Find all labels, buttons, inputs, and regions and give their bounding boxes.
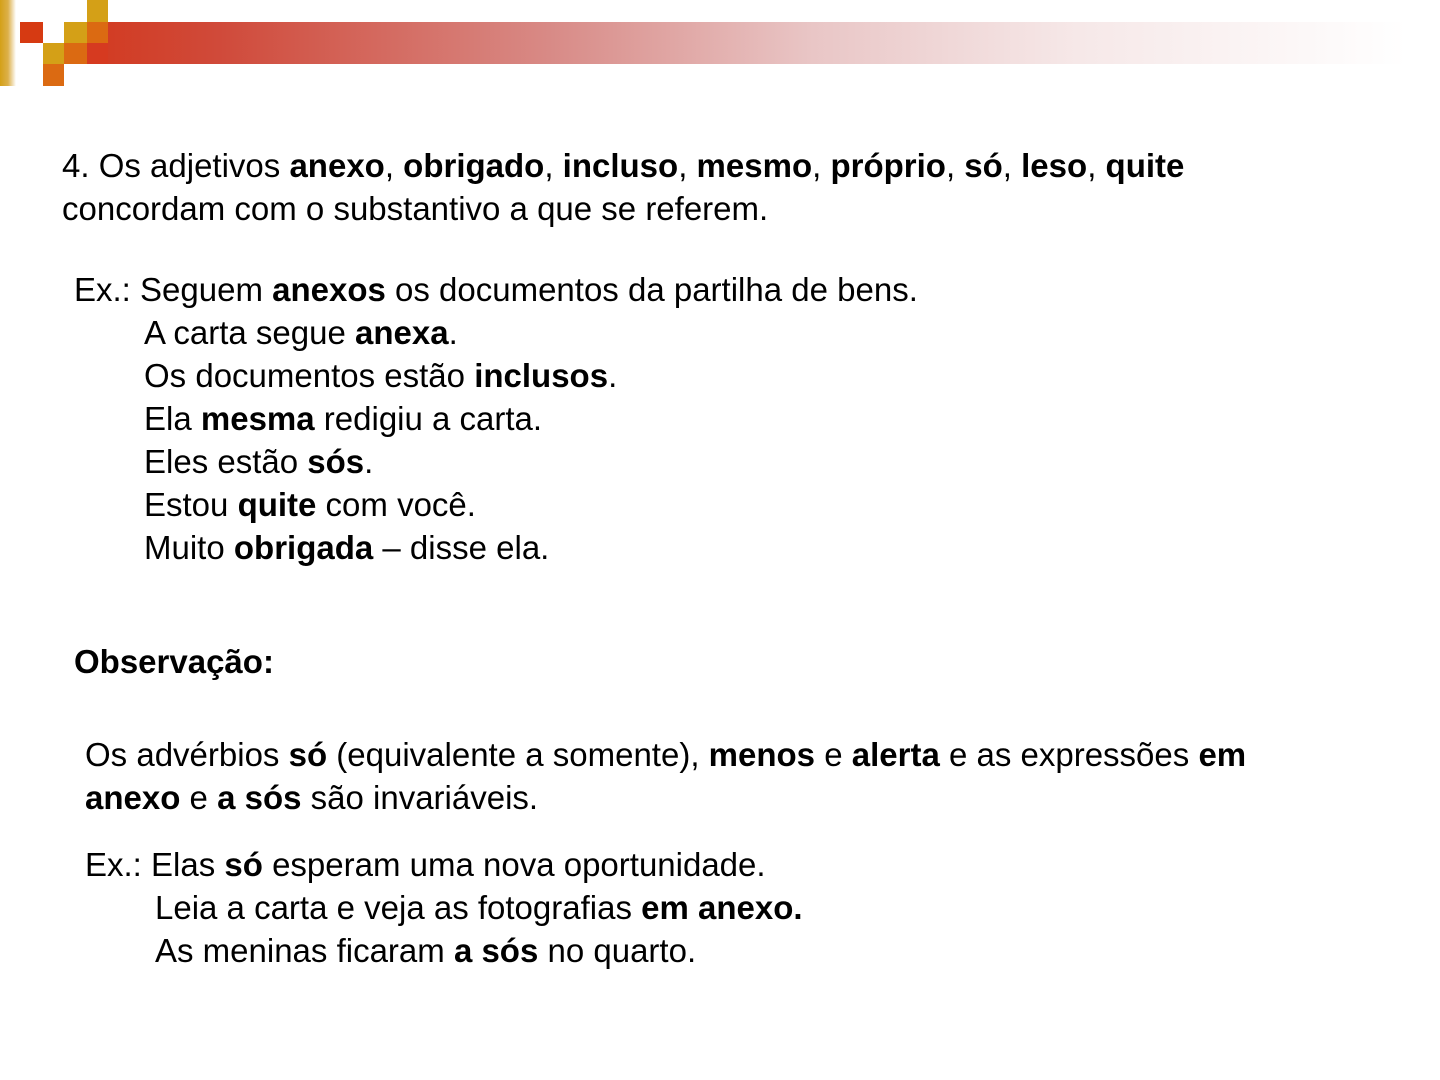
bold-term: mesma xyxy=(200,400,315,437)
deco-square xyxy=(64,43,87,64)
example-line xyxy=(85,886,803,929)
text-run: Estou xyxy=(144,486,238,523)
text-run: com você. xyxy=(316,486,476,523)
text-run: são invariáveis. xyxy=(301,779,539,816)
text-run: esperam uma nova oportunidade. xyxy=(262,846,766,883)
example-line xyxy=(74,526,918,569)
text-run: Eles estão xyxy=(144,443,308,480)
example-line xyxy=(85,843,803,886)
text-run: A carta segue xyxy=(144,314,355,351)
example-line xyxy=(74,483,918,526)
example-line xyxy=(85,929,803,972)
bold-term: menos xyxy=(708,736,816,773)
text-run: e xyxy=(815,736,852,773)
text-run: Os advérbios xyxy=(85,736,289,773)
bold-term: anexo xyxy=(85,779,181,816)
example-line xyxy=(74,397,918,440)
text-run: . xyxy=(448,314,458,351)
text-run: – disse ela. xyxy=(373,529,550,566)
bold-term: obrigada xyxy=(233,529,374,566)
text-run: , xyxy=(544,147,563,184)
text-run: , xyxy=(1002,147,1022,184)
bold-term: anexo xyxy=(289,147,385,184)
deco-square xyxy=(87,43,108,64)
text-run: (equivalente a somente), xyxy=(327,736,709,773)
deco-square xyxy=(43,64,64,86)
header-gradient-bar xyxy=(87,22,1407,64)
bold-term: mesmo xyxy=(696,147,813,184)
text-run: , xyxy=(812,147,831,184)
rule-line-2: concordam com o substantivo a que se referem. xyxy=(62,190,769,227)
text-run: Leia a carta e veja as fotografias xyxy=(155,889,642,926)
deco-square xyxy=(64,22,87,43)
text-run: e xyxy=(180,779,218,816)
text-run: e as expressões xyxy=(939,736,1199,773)
examples-list-2 xyxy=(85,843,803,972)
header-decoration-stripe xyxy=(0,0,16,86)
text-run: os documentos da partilha de bens. xyxy=(385,271,918,308)
bold-term: alerta xyxy=(851,736,940,773)
rule-line-1 xyxy=(62,144,1184,187)
text-run: Ex.: Elas xyxy=(85,846,225,883)
bold-term: só xyxy=(224,846,263,883)
text-run: , xyxy=(1087,147,1106,184)
bold-term: só xyxy=(964,147,1003,184)
example-line xyxy=(74,268,918,311)
bold-term: incluso xyxy=(562,147,679,184)
bold-term: a sós xyxy=(453,932,539,969)
text-run: Ela xyxy=(144,400,201,437)
bold-term: quite xyxy=(1105,147,1185,184)
bold-term: em anexo. xyxy=(641,889,803,926)
bold-term: a sós xyxy=(217,779,302,816)
text-run: Muito xyxy=(144,529,234,566)
observation-heading: Observação: xyxy=(74,643,274,680)
deco-square xyxy=(87,22,108,43)
text-run: , xyxy=(678,147,697,184)
text-run: . xyxy=(608,357,618,394)
deco-square xyxy=(20,22,43,43)
example-line xyxy=(74,440,918,483)
observation-line-1 xyxy=(85,733,1246,776)
bold-term: só xyxy=(288,736,328,773)
observation-paragraph xyxy=(85,733,1246,819)
text-run: , xyxy=(384,147,404,184)
text-run: no quarto. xyxy=(538,932,697,969)
text-run: , xyxy=(945,147,965,184)
text-run: . xyxy=(364,443,374,480)
text-run: redigiu a carta. xyxy=(314,400,543,437)
bold-term: sós xyxy=(307,443,365,480)
example-line xyxy=(74,354,918,397)
text-run: 4. Os adjetivos xyxy=(62,147,290,184)
example-line xyxy=(74,311,918,354)
examples-list-1 xyxy=(74,268,918,569)
bold-term: próprio xyxy=(830,147,946,184)
observation-line-2 xyxy=(85,776,1246,819)
text-run: Ex.: Seguem xyxy=(74,271,273,308)
deco-square xyxy=(87,0,108,22)
deco-square xyxy=(43,43,64,64)
bold-term: inclusos xyxy=(474,357,609,394)
text-run: As meninas ficaram xyxy=(155,932,454,969)
rule-paragraph xyxy=(62,144,1184,230)
bold-term: leso xyxy=(1021,147,1088,184)
bold-term: quite xyxy=(237,486,317,523)
bold-term: obrigado xyxy=(403,147,545,184)
bold-term: em xyxy=(1198,736,1247,773)
text-run: Os documentos estão xyxy=(144,357,475,394)
bold-term: anexos xyxy=(272,271,386,308)
bold-term: anexa xyxy=(354,314,449,351)
